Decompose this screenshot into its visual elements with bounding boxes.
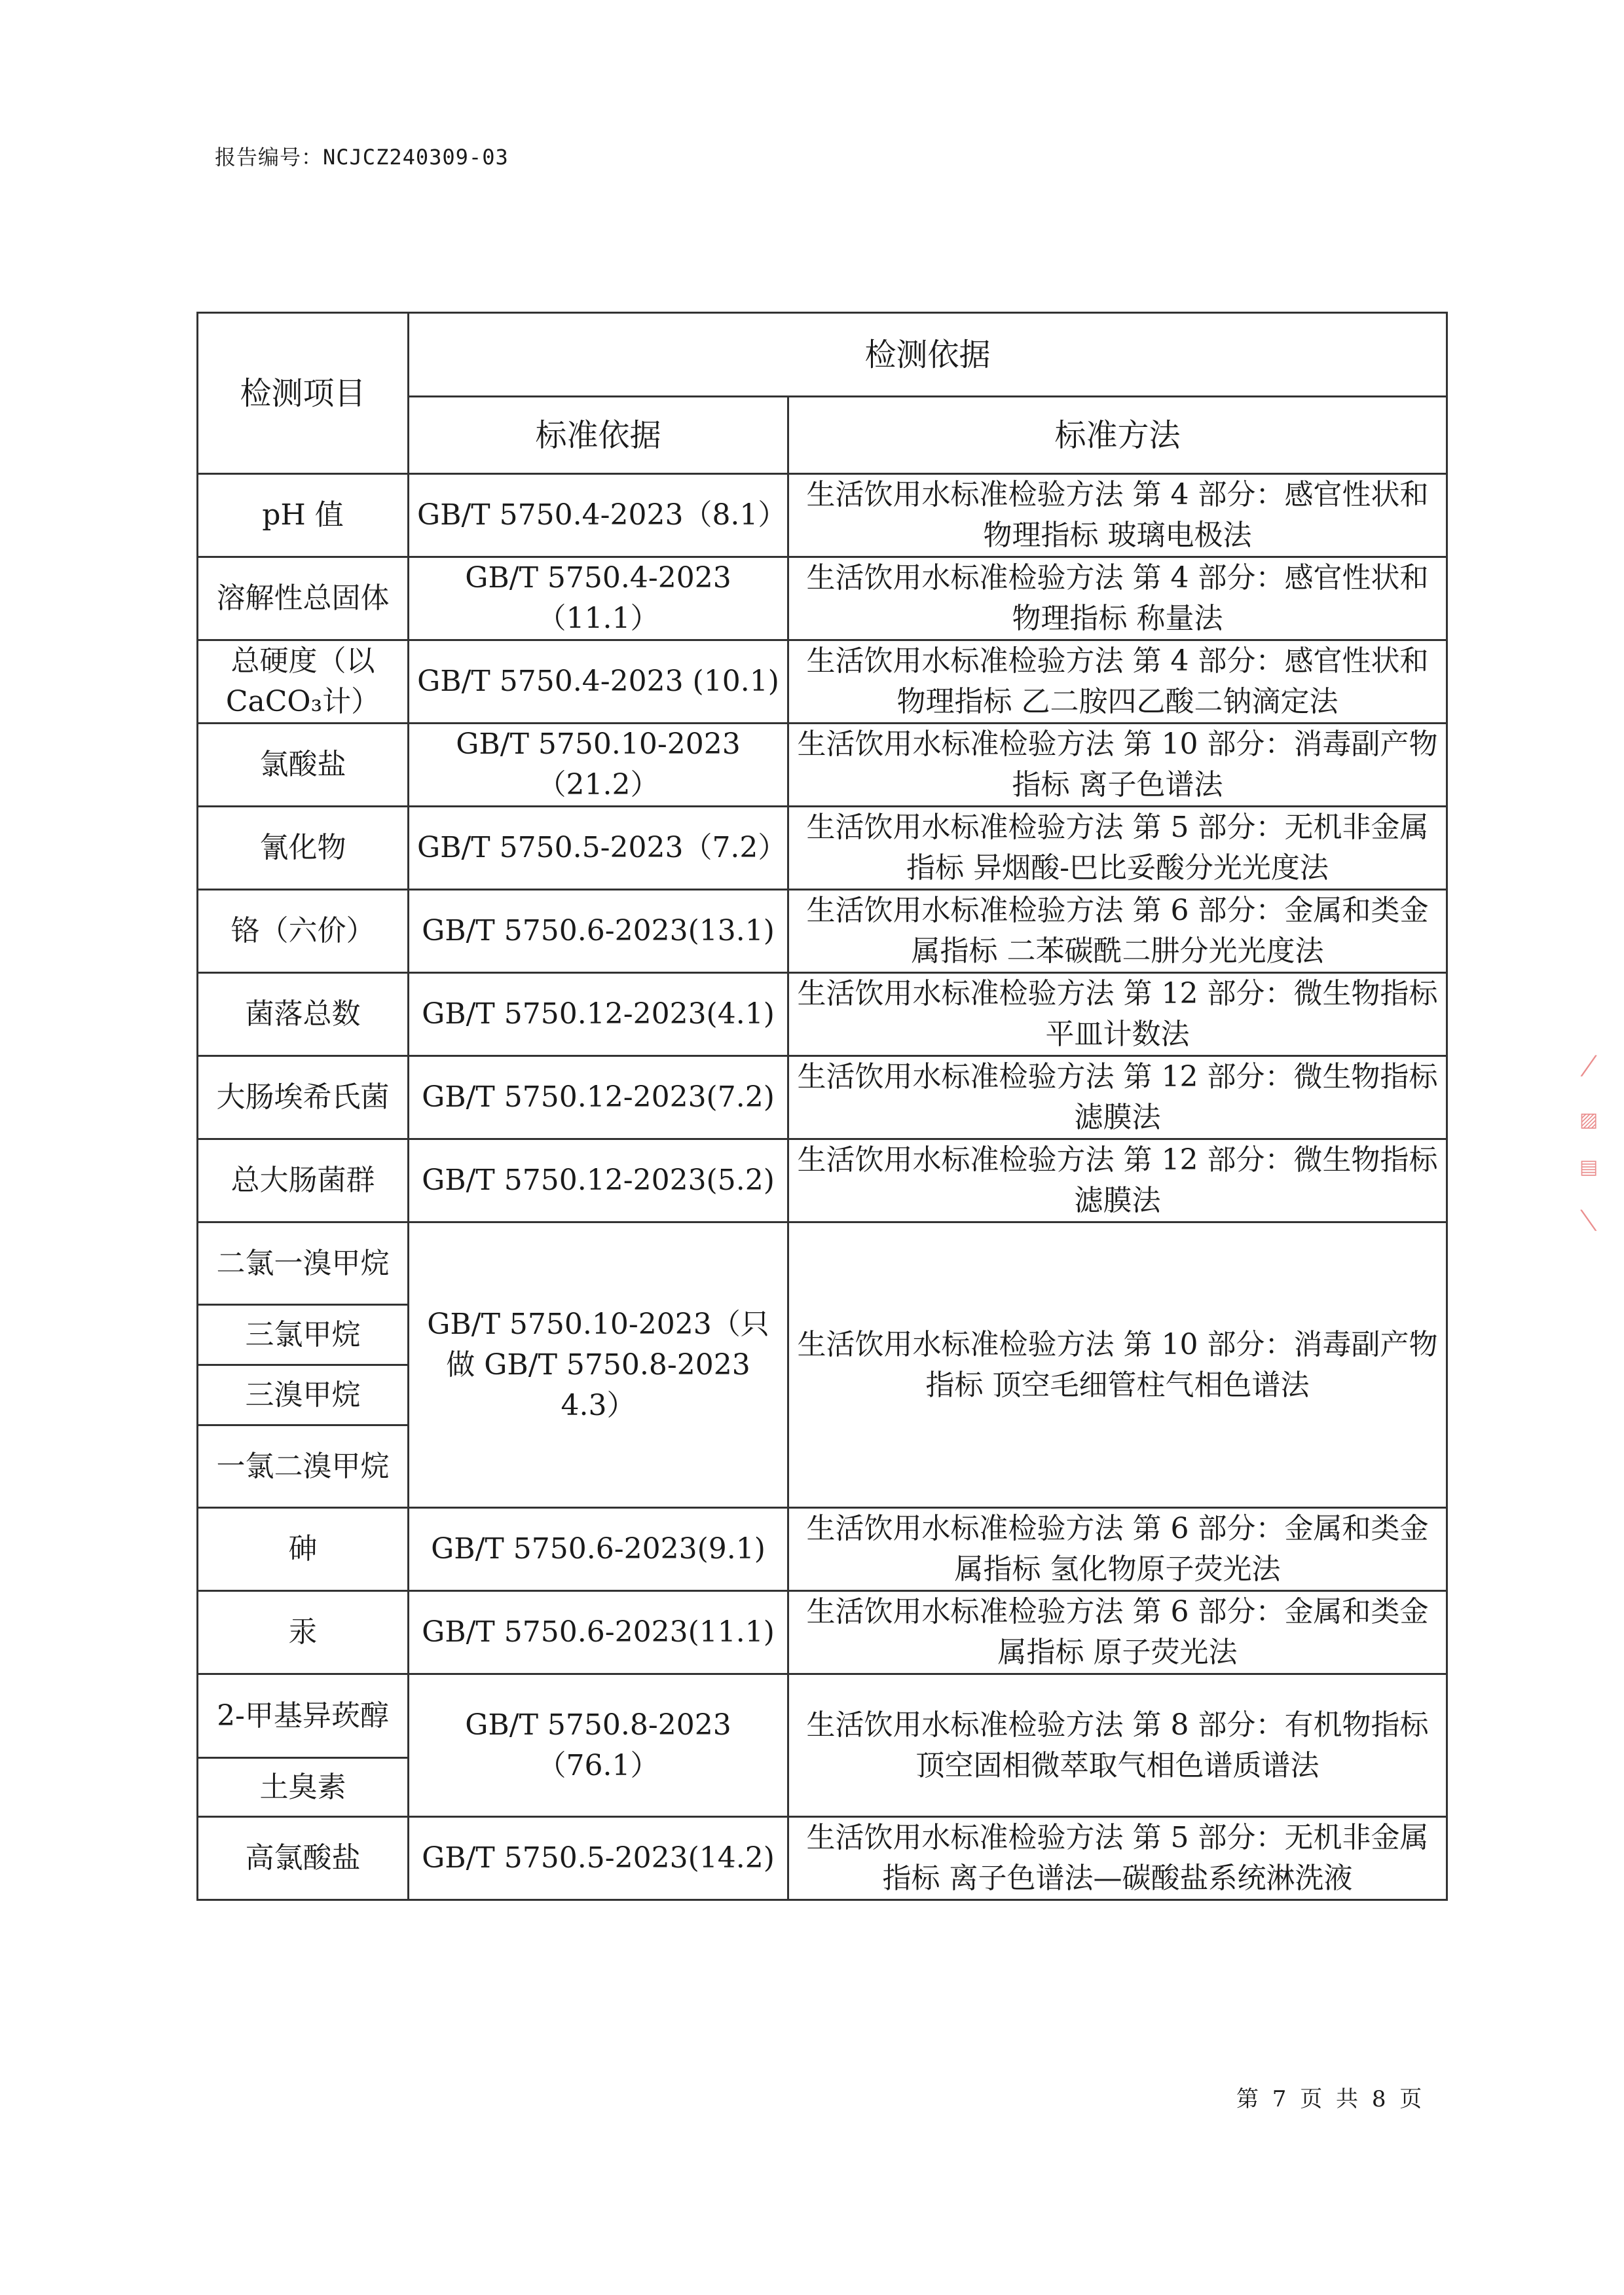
page-number: 第 7 页 共 8 页 [1236,2086,1422,2112]
cell-item: 总硬度（以CaCO₃计） [198,640,409,724]
cell-item: 高氯酸盐 [198,1817,409,1900]
cell-standard: GB/T 5750.6-2023(13.1) [409,890,788,973]
table-row [198,1508,1447,1591]
cell-item: 大肠埃希氏菌 [198,1056,409,1139]
cell-standard: GB/T 5750.10-2023（21.2） [409,724,788,807]
cell-method: 生活饮用水标准检验方法 第 12 部分：微生物指标 滤膜法 [788,1139,1447,1222]
cell-method: 生活饮用水标准检验方法 第 6 部分：金属和类金属指标 二苯碳酰二肼分光光度法 [788,890,1447,973]
cell-method: 生活饮用水标准检验方法 第 10 部分：消毒副产物指标 离子色谱法 [788,724,1447,807]
cell-method: 生活饮用水标准检验方法 第 10 部分：消毒副产物指标 顶空毛细管柱气相色谱法 [788,1222,1447,1508]
cell-method: 生活饮用水标准检验方法 第 6 部分：金属和类金属指标 原子荧光法 [788,1591,1447,1674]
cell-standard: GB/T 5750.10-2023（只做 GB/T 5750.8-2023 4.3） [409,1222,788,1508]
table-row [198,557,1447,640]
cell-item: 氯酸盐 [198,724,409,807]
cell-standard: GB/T 5750.6-2023(11.1) [409,1591,788,1674]
cell-method: 生活饮用水标准检验方法 第 5 部分：无机非金属指标 离子色谱法—碳酸盐系统淋洗液 [788,1817,1447,1900]
cell-item: 汞 [198,1591,409,1674]
cell-method: 生活饮用水标准检验方法 第 6 部分：金属和类金属指标 氢化物原子荧光法 [788,1508,1447,1591]
cell-standard: GB/T 5750.6-2023(9.1) [409,1508,788,1591]
cell-item: 2-甲基异莰醇 [198,1674,409,1758]
cell-method: 生活饮用水标准检验方法 第 4 部分：感官性状和物理指标 称量法 [788,557,1447,640]
cell-method: 生活饮用水标准检验方法 第 12 部分：微生物指标 平皿计数法 [788,973,1447,1056]
table-row [198,890,1447,973]
table-row [198,1674,1447,1758]
seal-stamp-icon: ╱ ▨ ▤ ╲ [1579,1054,1598,1234]
cell-item: pH 值 [198,474,409,557]
table-row [198,1139,1447,1222]
cell-standard: GB/T 5750.5-2023（7.2） [409,807,788,890]
cell-item: 溶解性总固体 [198,557,409,640]
cell-standard: GB/T 5750.5-2023(14.2) [409,1817,788,1900]
cell-standard: GB/T 5750.4-2023（8.1） [409,474,788,557]
cell-item: 一氯二溴甲烷 [198,1425,409,1508]
cell-standard: GB/T 5750.4-2023（11.1） [409,557,788,640]
table-row [198,973,1447,1056]
table-row [198,640,1447,724]
cell-method: 生活饮用水标准检验方法 第 12 部分：微生物指标 滤膜法 [788,1056,1447,1139]
table-row [198,474,1447,557]
table-row [198,1056,1447,1139]
header-test-basis: 检测依据 [409,313,1447,397]
header-standard-basis: 标准依据 [409,397,788,474]
cell-standard: GB/T 5750.12-2023(5.2) [409,1139,788,1222]
cell-item: 菌落总数 [198,973,409,1056]
table-row [198,1591,1447,1674]
cell-method: 生活饮用水标准检验方法 第 5 部分：无机非金属指标 异烟酸-巴比妥酸分光光度法 [788,807,1447,890]
cell-method: 生活饮用水标准检验方法 第 8 部分：有机物指标 顶空固相微萃取气相色谱质谱法 [788,1674,1447,1817]
cell-item: 氰化物 [198,807,409,890]
cell-standard: GB/T 5750.12-2023(7.2) [409,1056,788,1139]
cell-item: 砷 [198,1508,409,1591]
report-number: 报告编号：NCJCZ240309-03 [215,145,509,170]
table-row [198,1222,1447,1305]
cell-standard: GB/T 5750.12-2023(4.1) [409,973,788,1056]
cell-item: 铬（六价） [198,890,409,973]
table-row [198,1817,1447,1900]
cell-method: 生活饮用水标准检验方法 第 4 部分：感官性状和物理指标 玻璃电极法 [788,474,1447,557]
cell-item: 三溴甲烷 [198,1365,409,1425]
table-row [198,807,1447,890]
cell-standard: GB/T 5750.8-2023（76.1） [409,1674,788,1817]
cell-item: 总大肠菌群 [198,1139,409,1222]
test-basis-table [196,312,1448,1901]
header-test-item: 检测项目 [198,313,409,474]
cell-item: 土臭素 [198,1758,409,1817]
cell-item: 二氯一溴甲烷 [198,1222,409,1305]
cell-standard: GB/T 5750.4-2023 (10.1) [409,640,788,724]
header-standard-method: 标准方法 [788,397,1447,474]
cell-item: 三氯甲烷 [198,1305,409,1365]
table-row [198,724,1447,807]
cell-method: 生活饮用水标准检验方法 第 4 部分：感官性状和物理指标 乙二胺四乙酸二钠滴定法 [788,640,1447,724]
